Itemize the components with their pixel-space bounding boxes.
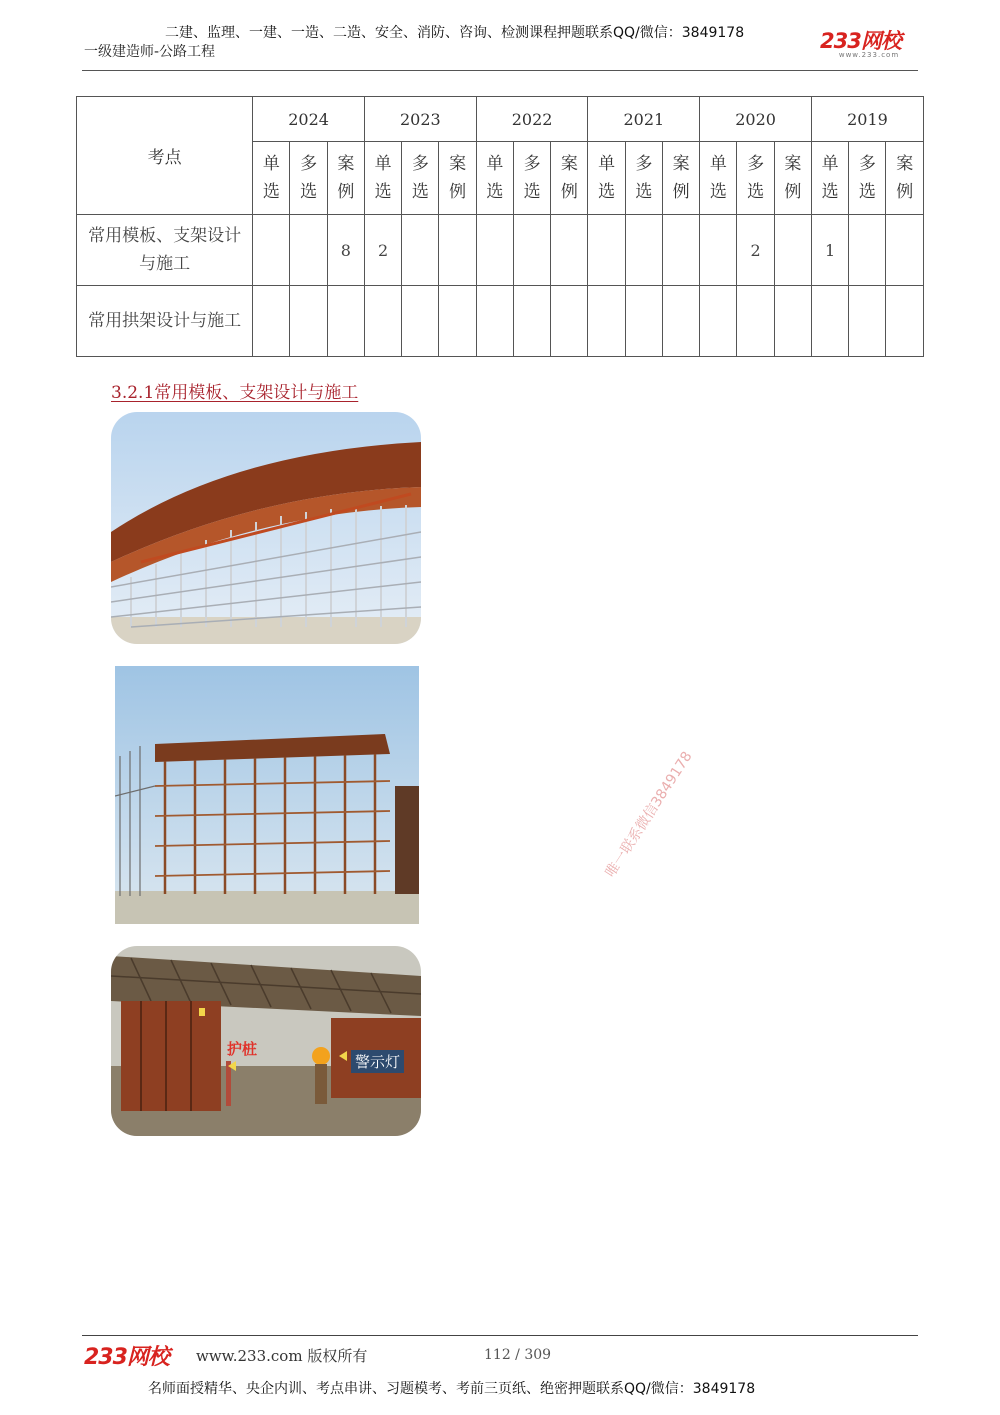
count-cell [849,215,886,286]
count-cell [886,286,924,357]
count-cell [439,215,476,286]
warning-light-label: 警示灯 [351,1050,404,1073]
watermark: 唯一联系微信3849178 [602,748,696,881]
count-cell: 2 [737,215,774,286]
count-cell [811,286,848,357]
header-divider [82,70,918,71]
year-header: 2024 [253,97,365,142]
footer-divider [82,1335,918,1336]
exam-stats-table [76,96,924,357]
year-header: 2022 [476,97,588,142]
question-type-header: 多 选 [513,142,550,215]
count-cell [402,286,439,357]
question-type-header: 单 选 [253,142,290,215]
footer-logo: 233网校 [84,1345,169,1370]
count-cell [551,215,588,286]
question-type-header: 案 例 [886,142,924,215]
count-cell [849,286,886,357]
question-type-header: 多 选 [625,142,662,215]
question-type-header: 单 选 [700,142,737,215]
bridge-pier-photo-image [111,946,421,1136]
count-cell: 2 [364,215,401,286]
count-cell [402,215,439,286]
page-number: 112 / 309 [484,1347,552,1363]
count-cell [700,286,737,357]
protective-pile-label: 护桩 [227,1040,258,1058]
year-header: 2023 [364,97,476,142]
bridge-pier-photo [111,946,421,1136]
count-cell [886,215,924,286]
table-row [77,215,924,286]
count-cell [327,286,364,357]
count-cell [253,286,290,357]
table-row [77,286,924,357]
topic-header: 考点 [77,97,253,215]
brand-logo [820,30,918,62]
question-type-header: 多 选 [849,142,886,215]
topic-cell: 常用拱架设计与施工 [77,286,253,357]
brand-logo-text: 233网校 [820,29,901,53]
question-type-header: 案 例 [327,142,364,215]
question-type-header: 多 选 [737,142,774,215]
count-cell [476,286,513,357]
count-cell [588,215,625,286]
question-type-header: 多 选 [290,142,327,215]
count-cell [476,215,513,286]
footer-promo: 名师面授精华、央企内训、考点串讲、习题模考、考前三页纸、绝密押题联系QQ/微信：3849178 [148,1381,756,1397]
topic-cell: 常用模板、支架设计与施工 [77,215,253,286]
header-promo: 二建、监理、一建、一造、二造、安全、消防、咨询、检测课程押题联系QQ/微信：3849178 [165,25,745,41]
question-type-header: 单 选 [364,142,401,215]
count-cell [364,286,401,357]
count-cell [290,215,327,286]
count-cell [290,286,327,357]
count-cell [551,286,588,357]
question-type-header: 案 例 [439,142,476,215]
question-type-header: 案 例 [662,142,699,215]
section-title: 3.2.1常用模板、支架设计与施工 [111,383,359,403]
question-type-header: 多 选 [402,142,439,215]
count-cell [513,215,550,286]
question-type-header: 单 选 [811,142,848,215]
count-cell [774,286,811,357]
year-header: 2020 [700,97,812,142]
table-year-row [77,97,924,142]
count-cell [513,286,550,357]
count-cell [588,286,625,357]
count-cell [662,215,699,286]
count-cell: 1 [811,215,848,286]
count-cell [439,286,476,357]
count-cell [662,286,699,357]
formwork-scaffold-photo [111,412,421,644]
brand-logo-site: www.233.com [838,51,900,59]
count-cell [253,215,290,286]
count-cell [737,286,774,357]
footer-site-link[interactable]: www.233.com 版权所有 [196,1347,368,1365]
document-subtitle: 一级建造师-公路工程 [84,44,216,60]
year-header: 2019 [811,97,923,142]
question-type-header: 单 选 [588,142,625,215]
count-cell [700,215,737,286]
question-type-header: 案 例 [551,142,588,215]
count-cell [774,215,811,286]
question-type-header: 单 选 [476,142,513,215]
year-header: 2021 [588,97,700,142]
count-cell [625,215,662,286]
question-type-header: 案 例 [774,142,811,215]
count-cell [625,286,662,357]
deck-support-scaffold-photo [115,666,419,924]
count-cell: 8 [327,215,364,286]
